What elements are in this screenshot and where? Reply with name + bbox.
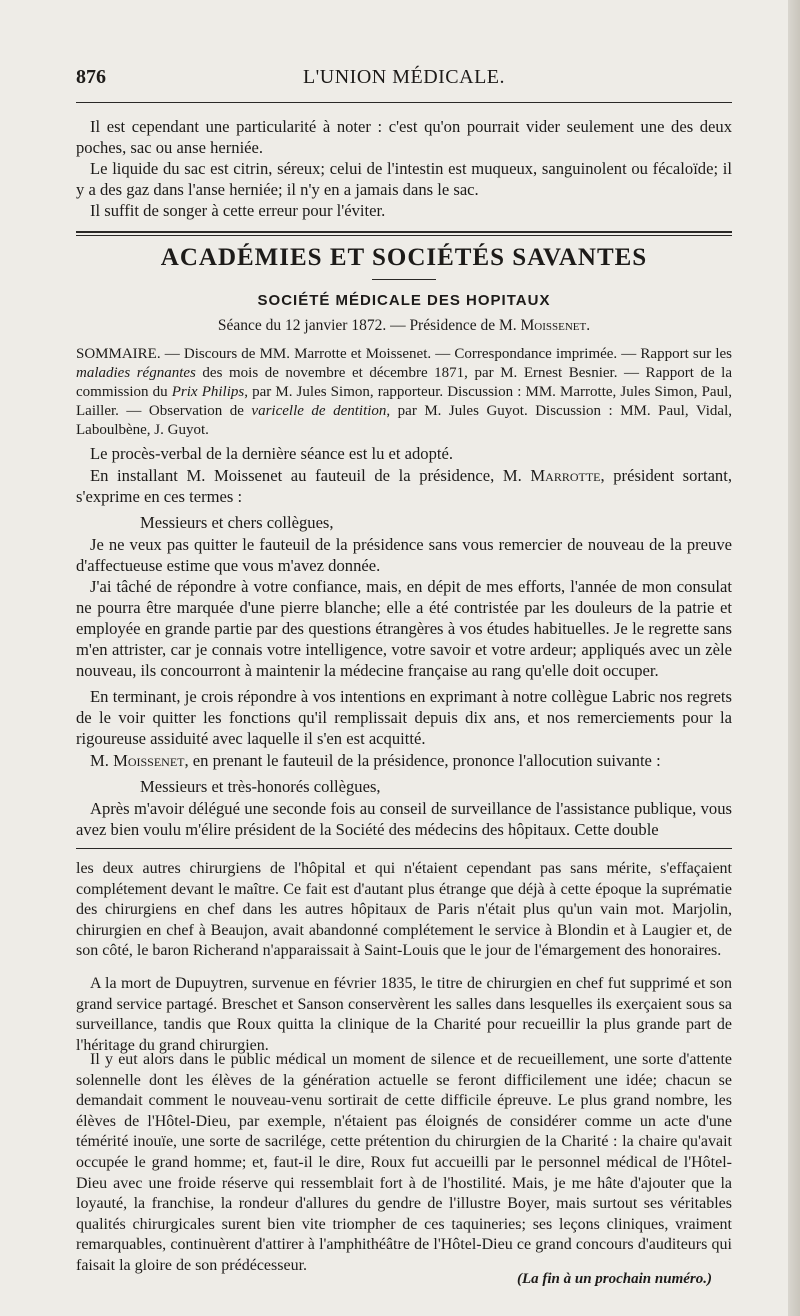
intro-paragraph-2: Le liquide du sac est citrin, séreux; celui de l'intestin est muqueux, sanguinolent ou fécaloïde; il y a des gaz dans l'anse herniée; il n'y en a jamais dans le sac. — [76, 159, 732, 199]
installation-text-b: , président sortant, s'exprime en ces termes : — [76, 466, 732, 506]
title-ornament-rule — [372, 279, 436, 280]
installation-name: Marrotte — [530, 466, 601, 485]
continuation-note: (La fin à un prochain numéro.) — [516, 1271, 712, 1287]
installation-text-a: En installant M. Moissenet au fauteuil de la présidence, M. — [90, 466, 531, 485]
moissenet-prefix: M. — [90, 751, 114, 770]
intro-paragraph-1: Il est cependant une particularité à noter : c'est qu'on pourrait vider seulement une des deux poches, sac ou anse herniée. — [76, 117, 732, 157]
header-rule — [76, 102, 732, 103]
moissenet-name: Moissenet — [113, 751, 185, 770]
footnote-paragraph-3: Il y eut alors dans le public médical un moment de silence et de recueillement, une sorte d'attente solennelle dont les élèves de la génération actuelle se feront difficilement une idée; chacun se demandait comment le nouveau-venu sortirait de cette difficile épreuve. Le plus grand nombre, les élèves de l'Hôtel-Dieu, par exemple, n'étaient pas éloignés de considérer comme un acte d'une témérité inouïe, une sorte de sacrilége, cette prétention du chirurgien de la Charité : la chaire qu'avait occupée le grand homme; et, faut-il le dire, Roux fut accueilli par le personnel médical de l'Hôtel-Dieu avec une froide réserve qui ressemblait fort à de l'hostilité. Mais, je me hâte d'ajouter que la loyauté, la franchise, la rondeur d'allures du gendre de l'illustre Boyer, mais surtout ses véritables qualités chirurgicales surent bien vite triompher de ces taquineries; ses leçons cliniques, vraiment remarquables, continuèrent d'attirer à l'amphithéâtre de l'Hôtel-Dieu ce grand concours d'auditeurs qui faisait la gloire de son prédécesseur. — [76, 1051, 732, 1274]
discourse-paragraph-1: Je ne veux pas quitter le fauteuil de la présidence sans vous remercier de nouveau de la preuve d'affectueuse estime que vous m'avez donnée. — [76, 535, 732, 575]
seance-prefix: Séance du 12 janvier 1872. — Présidence de M. — [217, 317, 517, 334]
sommaire-italic-2: Prix Philips — [171, 384, 245, 400]
sommaire-italic-1: maladies régnantes — [76, 365, 196, 381]
seance-president: Moissenet — [520, 317, 587, 334]
sommaire-label: SOMMAIRE. — [76, 346, 161, 362]
intro-paragraph-3: Il suffit de songer à cette erreur pour l'éviter. — [90, 201, 386, 220]
sommaire-italic-3: varicelle de dentition — [251, 403, 387, 419]
moissenet-paragraph — [76, 750, 732, 771]
seance-line — [76, 317, 732, 335]
footnote-rule — [76, 848, 732, 849]
page-header — [76, 66, 732, 94]
moissenet-text: , en prenant le fauteuil de la présidence, prononce l'allocution suivante : — [184, 751, 661, 770]
sommaire-text-1: — Discours de MM. Marrotte et Moissenet. — Correspondance imprimée. — Rapport sur les — [160, 346, 732, 362]
section-rule-top-thin — [76, 235, 732, 236]
discourse-paragraph-3: En terminant, je crois répondre à vos intentions en exprimant à notre collègue Labric nos regrets de le voir quitter les fonctions qu'il remplissait depuis dix ans, et nos remerciements pour la rigoureuse assiduité avec laquelle il s'en est acquitté. — [76, 687, 732, 748]
footnote-paragraph-2: A la mort de Dupuytren, survenue en février 1835, le titre de chirurgien en chef fut supprimé et son grand service partagé. Breschet et Sanson conservèrent les salles dans lesquelles ils exerçaient sous sa surveillance, tandis que Roux quitta la clinique de la Charité pour recueillir la plus grande part de l'héritage du grand chirurgien. — [76, 975, 732, 1054]
sommaire-text-2: des mois de novembre et décembre 1871, par M. Ernest Besnier. — Rapport de la commission du — [76, 365, 732, 400]
seance-suffix: . — [586, 317, 591, 334]
page-number: 876 — [76, 66, 106, 88]
section-title: ACADÉMIES ET SOCIÉTÉS SAVANTES — [160, 244, 648, 271]
sommaire-text-4: , par M. Jules Guyot. Discussion : MM. Paul, Vidal, Laboulbène, J. Guyot. — [76, 403, 732, 438]
society-title: SOCIÉTÉ MÉDICALE DES HOPITAUX — [257, 292, 551, 309]
salutation-2: Messieurs et très-honorés collègues, — [140, 777, 381, 796]
proces-verbal: Le procès-verbal de la dernière séance est lu et adopté. — [90, 444, 454, 463]
discourse-paragraph-2: J'ai tâché de répondre à votre confiance, mais, en dépit de mes efforts, l'année de mon consulat ne pourra être marquée d'une pierre blanche; elle a été contristée par les douleurs de la patrie et employée en grande partie par des questions étrangères à vos études habituelles. Je le regrette sans m'en attrister, car je connais votre intelligence, votre savoir et votre ardeur; appliqués avec un zèle nouveau, ils concourront à maintenir la médecine française au rang qu'elle doit occuper. — [76, 577, 732, 680]
discourse-paragraph-4: Après m'avoir délégué une seconde fois au conseil de surveillance de l'assistance publique, vous avez bien voulu m'élire président de la Société des médecins des hôpitaux. Cette double — [76, 799, 732, 839]
page-edge-shadow — [788, 0, 800, 1316]
salutation-1: Messieurs et chers collègues, — [140, 513, 334, 532]
footnote-paragraph-1: les deux autres chirurgiens de l'hôpital et qui n'étaient cependant pas sans mérite, s'effaçaient complétement devant le maître. Ce fait est d'autant plus étrange que déjà à cette époque la suprématie des chirurgiens en chef dans les autres hôpitaux de Paris n'était plus qu'un vain mot. Marjolin, chirurgien en chef à Beaujon, avait abandonné complétement le service à Blondin et à Laugier et, de son côté, le baron Richerand n'apparaissait à Saint-Louis que le jour de l'émargement des honoraires. — [76, 860, 732, 960]
section-rule-top — [76, 231, 732, 233]
sommaire — [76, 345, 732, 440]
running-head: L'UNION MÉDICALE. — [302, 66, 506, 88]
sommaire-text-3: , par M. Jules Simon, rapporteur. Discussion : MM. Marrotte, Jules Simon, Paul, Lailler. — Observation de — [76, 384, 732, 419]
installation-paragraph — [76, 465, 732, 507]
